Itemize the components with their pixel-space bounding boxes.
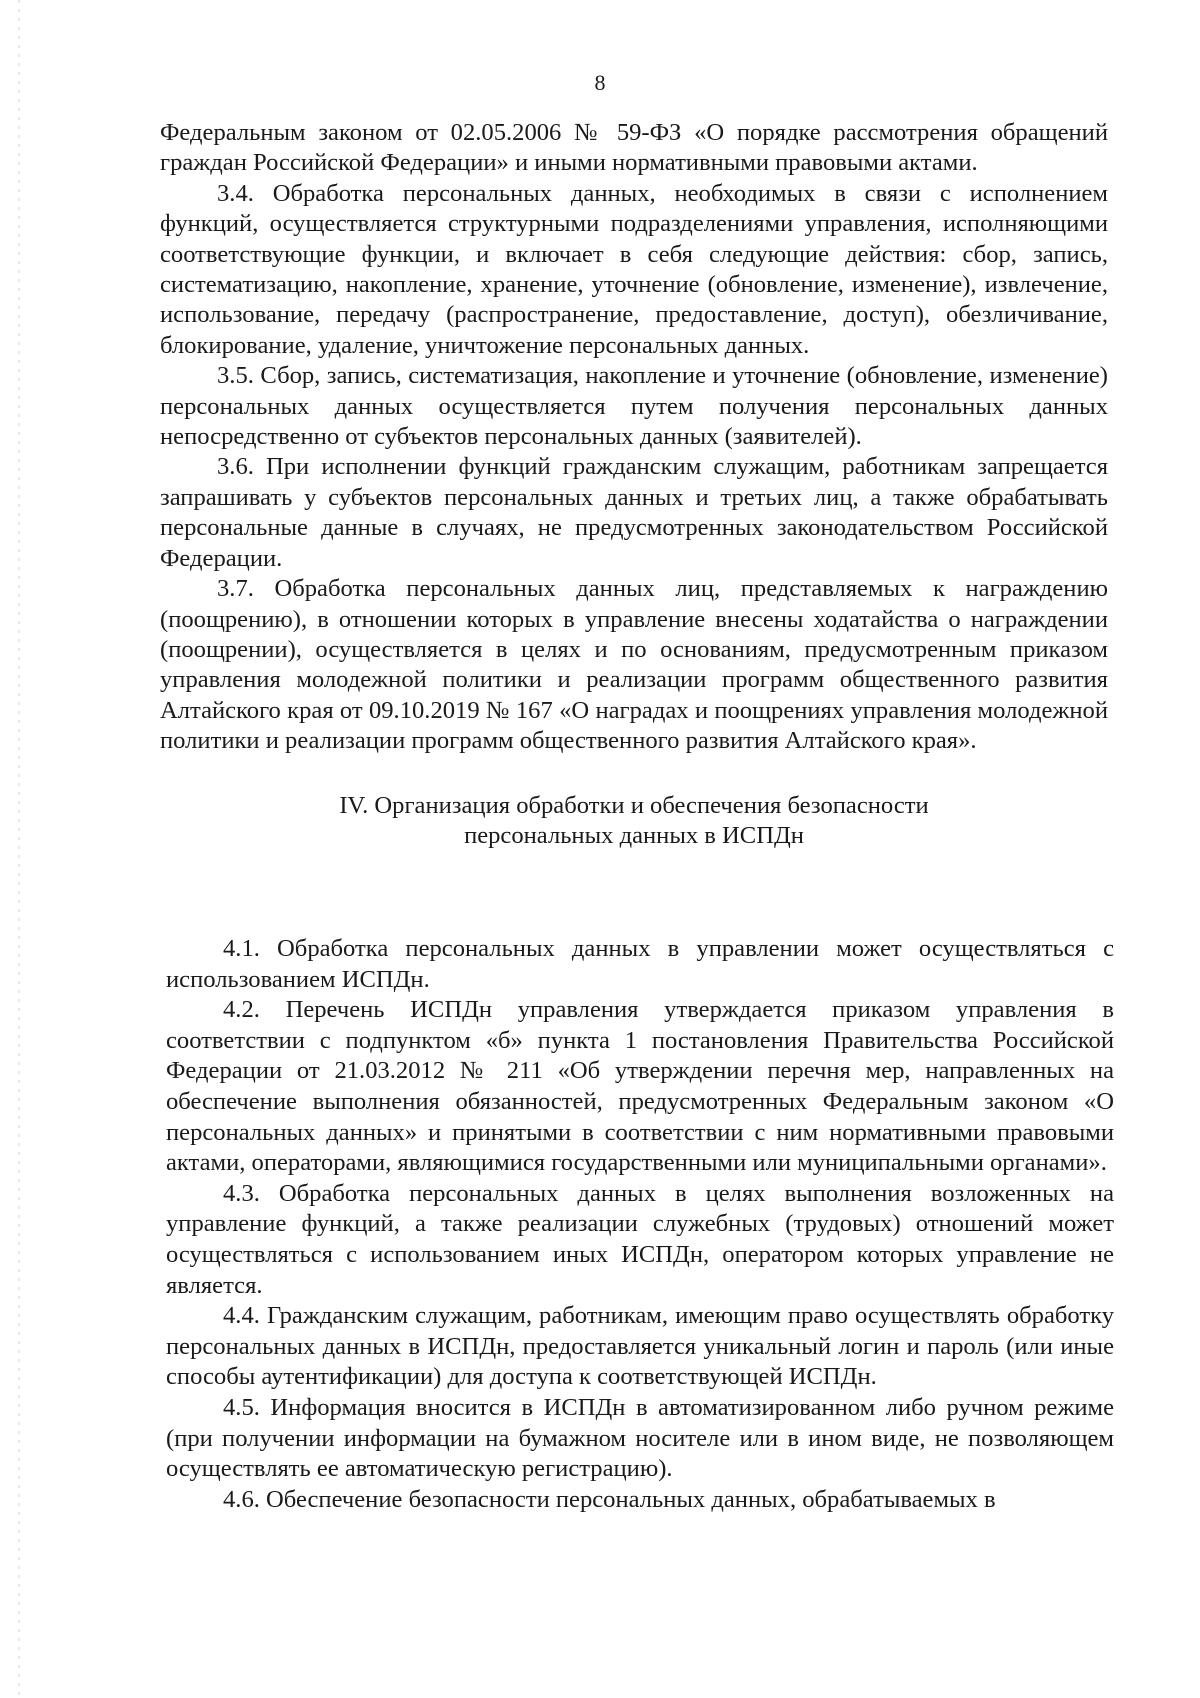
- section-iv-heading: [160, 791, 1108, 852]
- paragraph-4-5: 4.5. Информация вносится в ИСПДн в автоматизированном либо ручном режиме (при получении информации на бумажном носителе или в ином виде, не позволяющем осуществлять ее автоматическую регистрацию).: [166, 1393, 1114, 1483]
- paragraph-3-7: 3.7. Обработка персональных данных лиц, представляемых к награждению (поощрению), в отношении которых в управление внесены ходатайства о награждении (поощрении), осуществляется в целях и по основаниям, предусмотренным приказом управления молодежной политики и реализации программ общественного развития Алтайского края от 09.10.2019 № 167 «О наградах и поощрениях управления молодежной политики и реализации программ общественного развития Алтайского края».: [160, 575, 1108, 755]
- paragraph-4-2: 4.2. Перечень ИСПДн управления утверждается приказом управления в соответствии с подпунктом «б» пункта 1 постановления Правительства Российской Федерации от 21.03.2012 № 211 «Об утверждении перечня мер, направленных на обеспечение выполнения обязанностей, предусмотренных Федеральным законом «О персональных данных» и принятыми в соответствии с ним нормативными правовыми актами, операторами, являющимися государственными или муниципальными органами».: [166, 996, 1114, 1177]
- paragraph-4-1: 4.1. Обработка персональных данных в управлении может осуществляться с использованием ИСПДн.: [166, 935, 1114, 993]
- scan-edge-artifact: [18, 0, 20, 1698]
- paragraph-3-4: 3.4. Обработка персональных данных, необходимых в связи с исполнением функций, осуществляется структурными подразделениями управления, исполняющими соответствующие функции, и включает в себя следующие действия: сбор, запись, систематизацию, накопление, хранение, уточнение (обновление, изменение), извлечение, использование, передачу (распространение, предоставление, доступ), обезличивание, блокирование, удаление, уничтожение персональных данных.: [160, 179, 1108, 359]
- paragraph-4-6: 4.6. Обеспечение безопасности персональных данных, обрабатываемых в: [223, 1485, 996, 1513]
- paragraph-3-6: 3.6. При исполнении функций гражданским служащим, работникам запрещается запрашивать у субъектов персональных данных и третьих лиц, а также обрабатывать персональные данные в случаях, не предусмотренных законодательством Российской Федерации.: [160, 453, 1108, 572]
- section-iv-body: [166, 934, 1114, 1515]
- section-iii-body: [160, 118, 1108, 885]
- page-number: 8: [594, 70, 606, 95]
- paragraph-4-3: 4.3. Обработка персональных данных в целях выполнения возложенных на управление функций, а также реализации служебных (трудовых) отношений может осуществляться с использованием иных ИСПДн, оператором которых управление не является.: [166, 1179, 1114, 1299]
- paragraph-intro: Федеральным законом от 02.05.2006 № 59-ФЗ «О порядке рассмотрения обращений граждан Российской Федерации» и иными нормативными правовыми актами.: [160, 119, 1108, 177]
- paragraph-4-4: 4.4. Гражданским служащим, работникам, имеющим право осуществлять обработку персональных данных в ИСПДн, предоставляется уникальный логин и пароль (или иные способы аутентификации) для доступа к соответствующей ИСПДн.: [166, 1302, 1114, 1391]
- section-iv-heading-line-2: персональных данных в ИСПДн: [464, 821, 804, 849]
- section-iv-heading-line-1: IV. Организация обработки и обеспечения безопасности: [339, 791, 929, 819]
- paragraph-3-5: 3.5. Сбор, запись, систематизация, накопление и уточнение (обновление, изменение) персональных данных осуществляется путем получения персональных данных непосредственно от субъектов персональных данных (заявителей).: [160, 362, 1108, 451]
